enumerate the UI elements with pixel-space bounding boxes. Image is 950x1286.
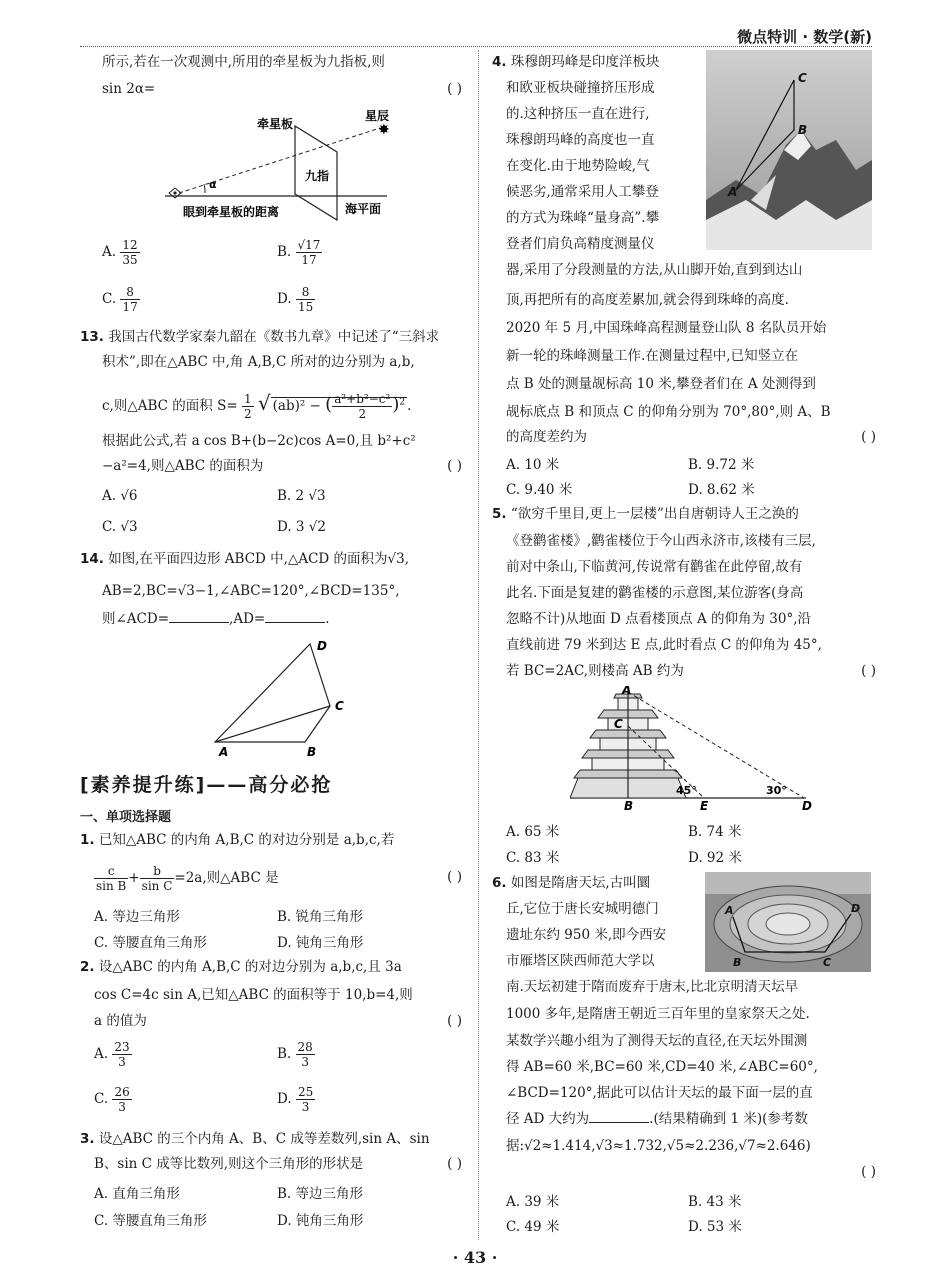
q12-label-nine: 九指 — [305, 169, 330, 183]
p3-option-c[interactable]: C. 等腰直角三角形 — [94, 1213, 207, 1229]
q14-label-c: C — [335, 699, 344, 713]
q13-option-c[interactable]: C. √3 — [102, 519, 138, 535]
q14-label-b: B — [307, 745, 317, 759]
q13-answer-paren: ( ) — [447, 458, 462, 474]
p4-label-b: B — [798, 123, 808, 137]
p6-label-d: D — [851, 902, 861, 915]
p3-option-a[interactable]: A. 直角三角形 — [94, 1186, 180, 1202]
p5-line-2: 前对中条山,下临黄河,传说常有鹳雀在此停留,故有 — [506, 559, 803, 575]
p4-wide-2: 2020 年 5 月,中国珠峰高程测量登山队 8 名队员开始 — [506, 320, 827, 336]
p6-label-c: C — [823, 956, 832, 969]
p2-line2: cos C=4c sin A,已知△ABC 的面积等于 10,b=4,则 — [94, 987, 413, 1003]
q12-option-c[interactable]: C. $\frac{8}{17}$ — [102, 285, 138, 314]
p6-option-a[interactable]: A. 39 米 — [506, 1194, 560, 1210]
p6-narrow-0: 如图是隋唐天坛,古叫圜 — [510, 875, 651, 891]
q12-line2: sin 2α= — [102, 81, 156, 97]
p6-option-c[interactable]: C. 49 米 — [506, 1219, 560, 1235]
q14-quadrilateral-figure — [205, 632, 365, 762]
right-column — [492, 0, 876, 1240]
p6-reference-data: 据:√2≈1.414,√3≈1.732,√5≈2.236,√7≈2.646) — [506, 1138, 811, 1154]
p5-label-a: A — [622, 686, 632, 697]
p4-narrow-2: 的.这种挤压一直在进行, — [506, 106, 650, 122]
p1-formula: $\frac{c}{\text{sin B}}$ + $\frac{b}{\text{sin C}}$ =2a,则△ABC 是 — [96, 864, 279, 893]
p5-line-5: 直线前进 79 米到达 E 点,此时看点 C 的仰角为 45°, — [506, 637, 822, 653]
p6-wide-0: 南.天坛初建于隋而废弃于唐末,比北京明清天坛早 — [506, 979, 799, 995]
p5-line-1: 《登鹳雀楼》,鹳雀楼位于今山西永济市,该楼有三层, — [506, 533, 816, 549]
p6-blank-ad[interactable] — [589, 1122, 649, 1123]
p4-wide-5: 觇标底点 B 和顶点 C 的仰角分别为 70°,80°,则 A、B — [506, 404, 831, 420]
p1-option-d[interactable]: D. 钝角三角形 — [277, 935, 364, 951]
p6-blank-line: 径 AD 大约为 .(结果精确到 1 米)(参考数 — [506, 1111, 808, 1127]
p2-line1: 设△ABC 的内角 A,B,C 的对边分别为 a,b,c,且 3a — [98, 959, 402, 975]
p4-option-c[interactable]: C. 9.40 米 — [506, 482, 573, 498]
section-subtitle: 一、单项选择题 — [80, 810, 172, 825]
p5-tower-figure — [570, 686, 830, 812]
p1-line1: 已知△ABC 的内角 A,B,C 的对边分别是 a,b,c,若 — [98, 832, 395, 848]
p5-angle-45: 45° — [676, 784, 697, 797]
p6-narrow-1: 丘,它位于唐长安城明德门 — [506, 901, 659, 917]
q13-formula: c,则△ABC 的面积 S= $\frac{1}{2}$ √ (ab)² − ( $\frac{\text{a²+b²−c²}}{2}$ )$^2$ . — [102, 391, 412, 421]
p3-line2: B、sin C 成等比数列,则这个三角形的形状是 — [94, 1156, 364, 1172]
q12-option-b[interactable]: B. $\frac{√17}{17}$ — [277, 238, 321, 267]
q12-star-board-figure — [165, 100, 395, 230]
p4-wide-4: 点 B 处的测量觇标高 10 米,攀登者们在 A 处测得到 — [506, 376, 816, 392]
p2-line3: a 的值为 — [94, 1013, 147, 1029]
p4-narrow-1: 和欧亚板块碰撞挤压形成 — [506, 80, 655, 96]
p4-label-a: A — [728, 185, 738, 199]
q12-option-a[interactable]: A. $\frac{12}{35}$ — [102, 238, 138, 267]
p3-option-b[interactable]: B. 等边三角形 — [277, 1186, 364, 1202]
p2-number: 2. — [80, 959, 95, 975]
p5-label-e: E — [700, 799, 709, 812]
p6-option-b[interactable]: B. 43 米 — [688, 1194, 742, 1210]
q12-label-board: 牵星板 — [257, 117, 294, 131]
p2-option-c[interactable]: C. $\frac{26}{3}$ — [94, 1085, 130, 1114]
q12-line1: 所示,若在一次观测中,所用的牵星板为九指板,则 — [102, 54, 385, 70]
p6-answer-paren: ( ) — [861, 1164, 876, 1180]
p5-answer-paren: ( ) — [861, 663, 876, 679]
p4-narrow-5: 候恶劣,通常采用人工攀登 — [506, 184, 659, 200]
p6-number: 6. — [492, 875, 507, 891]
p2-option-a[interactable]: A. $\frac{23}{3}$ — [94, 1040, 130, 1069]
p2-option-d[interactable]: D. $\frac{25}{3}$ — [277, 1085, 314, 1114]
q14-line1: 如图,在平面四边形 ABCD 中,△ACD 的面积为√3, — [108, 551, 410, 567]
p3-answer-paren: ( ) — [447, 1156, 462, 1172]
tiantan-photo — [705, 872, 871, 972]
star-icon: ✸ — [378, 122, 390, 138]
q14-line3: 则∠ACD= ,AD= . — [102, 611, 330, 627]
q12-label-star: 星辰 — [365, 109, 390, 123]
q12-answer-paren: ( ) — [447, 81, 462, 97]
p4-option-d[interactable]: D. 8.62 米 — [688, 482, 755, 498]
q13-number: 13. — [80, 329, 104, 345]
p4-answer-paren: ( ) — [861, 429, 876, 445]
p4-wide-6: 的高度差约为 — [506, 429, 587, 445]
p6-label-a: A — [725, 904, 734, 917]
p3-number: 3. — [80, 1131, 95, 1147]
p4-narrow-7: 登者们肩负高精度测量仪 — [506, 236, 655, 252]
p2-answer-paren: ( ) — [447, 1013, 462, 1029]
section-title: [素养提升练]——高分必抢 — [80, 774, 333, 796]
p1-option-c[interactable]: C. 等腰直角三角形 — [94, 935, 207, 951]
p4-narrow-3: 珠穆朗玛峰的高度也一直 — [506, 132, 655, 148]
p1-number: 1. — [80, 832, 95, 848]
q13-line1: 我国古代数学家秦九韶在《数书九章》中记述了“三斜求 — [108, 329, 440, 345]
p6-option-d[interactable]: D. 53 米 — [688, 1219, 742, 1235]
q12-label-eye: 眼到牵星板的距离 — [183, 205, 280, 219]
p5-label-d: D — [802, 799, 812, 812]
p5-option-a[interactable]: A. 65 米 — [506, 824, 560, 840]
q14-line2: AB=2,BC=√3−1,∠ABC=120°,∠BCD=135°, — [102, 583, 400, 599]
q12-label-sea: 海平面 — [345, 202, 382, 216]
column-divider — [478, 50, 479, 1240]
p4-wide-1: 顶,再把所有的高度差累加,就会得到珠峰的高度. — [506, 292, 789, 308]
p6-wide-3: 得 AB=60 米,BC=60 米,CD=40 米,∠ABC=60°, — [506, 1059, 818, 1075]
q14-label-d: D — [317, 639, 327, 653]
q13-line4: 根据此公式,若 a cos B+(b−2c)cos A=0,且 b²+c² — [102, 433, 416, 449]
p4-number: 4. — [492, 54, 507, 70]
p3-option-d[interactable]: D. 钝角三角形 — [277, 1213, 364, 1229]
p1-option-a[interactable]: A. 等边三角形 — [94, 909, 180, 925]
p4-option-b[interactable]: B. 9.72 米 — [688, 457, 755, 473]
p5-line-6: 若 BC=2AC,则楼高 AB 约为 — [506, 663, 684, 679]
left-column — [80, 0, 462, 1240]
p3-line1: 设△ABC 的三个内角 A、B、C 成等差数列,sin A、sin — [98, 1131, 430, 1147]
p5-option-c[interactable]: C. 83 米 — [506, 850, 560, 866]
q12-option-d[interactable]: D. $\frac{8}{15}$ — [277, 285, 314, 314]
p5-option-b[interactable]: B. 74 米 — [688, 824, 742, 840]
q14-blank-ad[interactable] — [265, 622, 325, 623]
q13-line5: −a²=4,则△ABC 的面积为 — [102, 458, 264, 474]
p6-wide-1: 1000 多年,是隋唐王朝近三百年里的皇家祭天之处. — [506, 1006, 810, 1022]
page-number: · 43 · — [452, 1248, 498, 1267]
p4-narrow-4: 在变化.由于地势险峻,气 — [506, 158, 650, 174]
p5-number: 5. — [492, 506, 507, 522]
p6-wide-2: 某数学兴趣小组为了测得天坛的直径,在天坛外围测 — [506, 1033, 808, 1049]
everest-photo — [706, 50, 872, 250]
p5-line-4: 忽略不计)从地面 D 点看楼顶点 A 的仰角为 30°,沿 — [506, 611, 812, 627]
q14-blank-acd[interactable] — [169, 622, 229, 623]
q13-option-a[interactable]: A. √6 — [102, 488, 138, 504]
page-header: 微点特训 · 数学(新) — [737, 28, 872, 46]
p2-option-b[interactable]: B. $\frac{28}{3}$ — [277, 1040, 313, 1069]
p5-angle-30: 30° — [766, 784, 787, 797]
q14-label-a: A — [219, 745, 229, 759]
p5-label-c: C — [614, 717, 623, 731]
p4-option-a[interactable]: A. 10 米 — [506, 457, 560, 473]
q13-option-b[interactable]: B. 2 √3 — [277, 488, 326, 504]
p5-line-0: “欲穷千里目,更上一层楼”出自唐朝诗人王之涣的 — [510, 506, 799, 522]
p4-wide-3: 新一轮的珠峰测量工作.在测量过程中,已知竖立在 — [506, 348, 799, 364]
p6-wide-4: ∠BCD=120°,据此可以估计天坛的最下面一层的直 — [506, 1085, 813, 1101]
p5-option-d[interactable]: D. 92 米 — [688, 850, 742, 866]
q13-line2: 积术”,即在△ABC 中,角 A,B,C 所对的边分别为 a,b, — [102, 354, 415, 370]
p4-narrow-6: 的方式为珠峰“量身高”.攀 — [506, 210, 660, 226]
p4-narrow-0: 珠穆朗玛峰是印度洋板块 — [510, 54, 660, 70]
p1-answer-paren: ( ) — [447, 869, 462, 885]
q14-number: 14. — [80, 551, 104, 567]
p5-line-3: 此名.下面是复建的鹳雀楼的示意图,某位游客(身高 — [506, 585, 804, 601]
p1-option-b[interactable]: B. 锐角三角形 — [277, 909, 364, 925]
p4-wide-0: 器,采用了分段测量的方法,从山脚开始,直到到达山 — [506, 262, 803, 278]
p6-label-b: B — [733, 956, 742, 969]
p5-label-b: B — [624, 799, 634, 812]
q12-label-alpha: α — [209, 178, 217, 191]
q13-option-d[interactable]: D. 3 √2 — [277, 519, 326, 535]
p6-narrow-3: 市雁塔区陕西师范大学以 — [506, 953, 655, 969]
p6-narrow-2: 遗址东约 950 米,即今西安 — [506, 927, 667, 943]
p4-label-c: C — [798, 71, 807, 85]
